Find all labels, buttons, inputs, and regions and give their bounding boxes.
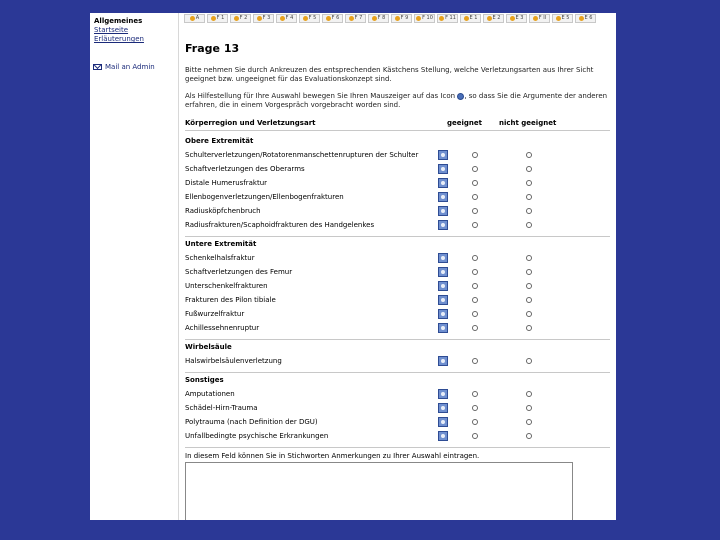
suitable-radio[interactable] [472, 269, 478, 275]
question-tab[interactable] [368, 14, 389, 23]
question-tab-label: F 10 [422, 15, 433, 21]
status-dot-icon [211, 16, 216, 21]
question-tab-label: E 1 [469, 15, 478, 21]
question-tab[interactable] [207, 14, 228, 23]
instruction-text: Bitte nehmen Sie durch Ankreuzen des entsprechenden Kästchens Stellung, welche Verletzungsarten aus Ihrer Sicht geeignet bzw. ungeeignet für das Evaluationskonzept sind. [185, 66, 594, 83]
question-tab[interactable] [414, 14, 435, 23]
question-tab-label: E 5 [561, 15, 570, 21]
table-row [185, 389, 610, 400]
argument-info-icon[interactable] [438, 164, 448, 174]
argument-info-icon[interactable] [438, 323, 448, 333]
question-tab-label: F 11 [445, 15, 456, 21]
section-title: Wirbelsäule [185, 343, 232, 351]
injury-label: Schädel-Hirn-Trauma [185, 404, 258, 412]
comment-label: In diesem Feld können Sie in Stichworten Anmerkungen zu Ihrer Auswahl eintragen. [185, 452, 480, 460]
question-navigation [184, 14, 614, 24]
suitable-radio[interactable] [472, 152, 478, 158]
argument-info-icon[interactable] [438, 417, 448, 427]
question-tab[interactable] [253, 14, 274, 23]
table-row [185, 267, 610, 278]
injury-label: Halswirbelsäulenverletzung [185, 357, 282, 365]
injury-label: Ellenbogenverletzungen/Ellenbogenfrakturen [185, 193, 344, 201]
unsuitable-radio[interactable] [526, 180, 532, 186]
table-row [185, 431, 610, 442]
injury-label: Radiusköpfchenbruch [185, 207, 261, 215]
injury-label: Polytrauma (nach Definition der DGU) [185, 418, 318, 426]
status-dot-icon [326, 16, 331, 21]
table-row [185, 356, 610, 367]
status-dot-icon [190, 16, 195, 21]
section-title: Untere Extremität [185, 240, 257, 248]
suitable-radio[interactable] [472, 222, 478, 228]
unsuitable-radio[interactable] [526, 419, 532, 425]
question-tab[interactable] [575, 14, 596, 23]
argument-info-icon[interactable] [438, 206, 448, 216]
section-divider [185, 447, 610, 448]
contact-link[interactable] [93, 63, 155, 71]
table-row [185, 309, 610, 320]
table-row [185, 150, 610, 161]
argument-info-icon[interactable] [438, 281, 448, 291]
column-header-suitable: geeignet [447, 119, 482, 127]
table-row [185, 178, 610, 189]
suitable-radio[interactable] [472, 311, 478, 317]
unsuitable-radio[interactable] [526, 311, 532, 317]
unsuitable-radio[interactable] [526, 391, 532, 397]
question-tab[interactable] [322, 14, 343, 23]
injury-label: Unterschenkelfrakturen [185, 282, 268, 290]
suitable-radio[interactable] [472, 208, 478, 214]
question-tab-label: F II [538, 15, 547, 21]
suitable-radio[interactable] [472, 194, 478, 200]
question-tab-label: F 3 [262, 15, 271, 21]
suitable-radio[interactable] [472, 405, 478, 411]
table-row [185, 192, 610, 203]
question-tab[interactable] [552, 14, 573, 23]
status-dot-icon [533, 16, 538, 21]
question-tab-label: F 7 [354, 15, 363, 21]
contact-label: Mail an Admin [105, 63, 155, 71]
question-tab-label: F 8 [377, 15, 386, 21]
suitable-radio[interactable] [472, 325, 478, 331]
status-dot-icon [234, 16, 239, 21]
suitable-radio[interactable] [472, 419, 478, 425]
question-tab-label: E 2 [492, 15, 501, 21]
table-row [185, 295, 610, 306]
status-dot-icon [556, 16, 561, 21]
section-title: Obere Extremität [185, 137, 254, 145]
table-row [185, 417, 610, 428]
help-text [185, 92, 610, 110]
argument-info-icon[interactable] [438, 267, 448, 277]
section-divider [185, 339, 610, 340]
suitable-radio[interactable] [472, 297, 478, 303]
injury-label: Unfallbedingte psychische Erkrankungen [185, 432, 329, 440]
question-tab[interactable] [483, 14, 504, 23]
question-tab[interactable] [299, 14, 320, 23]
help-text-part-1: Als Hilfestellung für Ihre Auswahl bewegen Sie Ihren Mauszeiger auf das Icon [185, 92, 456, 100]
injury-label: Distale Humerusfraktur [185, 179, 268, 187]
question-tab[interactable] [437, 14, 458, 23]
mail-icon [93, 64, 102, 70]
question-tab-label: F 1 [216, 15, 225, 21]
status-dot-icon [303, 16, 308, 21]
status-dot-icon [439, 16, 444, 21]
injury-label: Schaftverletzungen des Femur [185, 268, 293, 276]
column-header-region: Körperregion und Verletzungsart [185, 119, 316, 127]
unsuitable-radio[interactable] [526, 208, 532, 214]
status-dot-icon [257, 16, 262, 21]
sidebar-link-erlaeuterungen[interactable]: Erläuterungen [94, 35, 144, 43]
status-dot-icon [510, 16, 515, 21]
argument-info-icon[interactable] [438, 309, 448, 319]
argument-info-icon[interactable] [438, 150, 448, 160]
status-dot-icon [579, 16, 584, 21]
section-divider [185, 372, 610, 373]
unsuitable-radio[interactable] [526, 269, 532, 275]
unsuitable-radio[interactable] [526, 358, 532, 364]
question-tab[interactable] [276, 14, 297, 23]
status-dot-icon [280, 16, 285, 21]
injury-label: Frakturen des Pilon tibiale [185, 296, 276, 304]
unsuitable-radio[interactable] [526, 166, 532, 172]
status-dot-icon [487, 16, 492, 21]
question-tab[interactable] [506, 14, 527, 23]
section-divider [185, 236, 610, 237]
unsuitable-radio[interactable] [526, 283, 532, 289]
question-tab-label: E 6 [584, 15, 593, 21]
suitable-radio[interactable] [472, 358, 478, 364]
table-row [185, 206, 610, 217]
suitable-radio[interactable] [472, 283, 478, 289]
suitable-radio[interactable] [472, 433, 478, 439]
header-divider [185, 130, 610, 131]
argument-info-icon[interactable] [438, 356, 448, 366]
table-row [185, 281, 610, 292]
injury-label: Achillessehnenruptur [185, 324, 260, 332]
section-title: Sonstiges [185, 376, 224, 384]
unsuitable-radio[interactable] [526, 433, 532, 439]
argument-info-icon[interactable] [438, 389, 448, 399]
question-tab[interactable] [184, 14, 205, 23]
question-tab-label: E 3 [515, 15, 524, 21]
unsuitable-radio[interactable] [526, 222, 532, 228]
question-tab[interactable] [460, 14, 481, 23]
sidebar-link-allgemeines[interactable]: Allgemeines [94, 17, 143, 25]
comment-textarea[interactable] [185, 462, 573, 520]
injury-label: Schaftverletzungen des Oberarms [185, 165, 305, 173]
argument-info-icon[interactable] [438, 220, 448, 230]
question-tab-label: F 4 [285, 15, 294, 21]
status-dot-icon [464, 16, 469, 21]
table-row [185, 253, 610, 264]
page-title: Frage 13 [185, 42, 240, 55]
question-tab[interactable] [391, 14, 412, 23]
column-header-unsuitable: nicht geeignet [499, 119, 557, 127]
argument-info-icon[interactable] [438, 178, 448, 188]
suitable-radio[interactable] [472, 166, 478, 172]
unsuitable-radio[interactable] [526, 194, 532, 200]
status-dot-icon [416, 16, 421, 21]
question-tab-label: F 2 [239, 15, 248, 21]
table-row [185, 220, 610, 231]
status-dot-icon [349, 16, 354, 21]
argument-info-icon[interactable] [438, 403, 448, 413]
injury-label: Schulterverletzungen/Rotatorenmanschettenrupturen der Schulter [185, 151, 419, 159]
argument-info-icon[interactable] [438, 192, 448, 202]
question-tab-label: F 9 [400, 15, 409, 21]
question-tab[interactable] [230, 14, 251, 23]
status-dot-icon [395, 16, 400, 21]
unsuitable-radio[interactable] [526, 297, 532, 303]
suitable-radio[interactable] [472, 255, 478, 261]
suitable-radio[interactable] [472, 391, 478, 397]
table-header [185, 119, 610, 129]
argument-info-icon[interactable] [438, 253, 448, 263]
unsuitable-radio[interactable] [526, 152, 532, 158]
status-dot-icon [372, 16, 377, 21]
question-tab-label: F 5 [308, 15, 317, 21]
unsuitable-radio[interactable] [526, 255, 532, 261]
sidebar [90, 13, 179, 520]
survey-page [90, 13, 616, 520]
unsuitable-radio[interactable] [526, 325, 532, 331]
question-tab-label: A [195, 15, 200, 21]
injury-label: Amputationen [185, 390, 235, 398]
question-tab[interactable] [345, 14, 366, 23]
table-row [185, 323, 610, 334]
question-tab-label: F 6 [331, 15, 340, 21]
suitable-radio[interactable] [472, 180, 478, 186]
injury-label: Radiusfrakturen/Scaphoidfrakturen des Handgelenkes [185, 221, 375, 229]
table-row [185, 164, 610, 175]
argument-info-icon[interactable] [438, 431, 448, 441]
argument-info-icon[interactable] [438, 295, 448, 305]
sidebar-link-startseite[interactable]: Startseite [94, 26, 129, 34]
injury-label: Fußwurzelfraktur [185, 310, 245, 318]
table-row [185, 403, 610, 414]
injury-label: Schenkelhalsfraktur [185, 254, 255, 262]
help-text-part-2: , so dass Sie die Argumente der anderen erfahren, die in einem Vorgespräch vorgebracht worden sind. [185, 92, 608, 109]
unsuitable-radio[interactable] [526, 405, 532, 411]
question-tab[interactable] [529, 14, 550, 23]
